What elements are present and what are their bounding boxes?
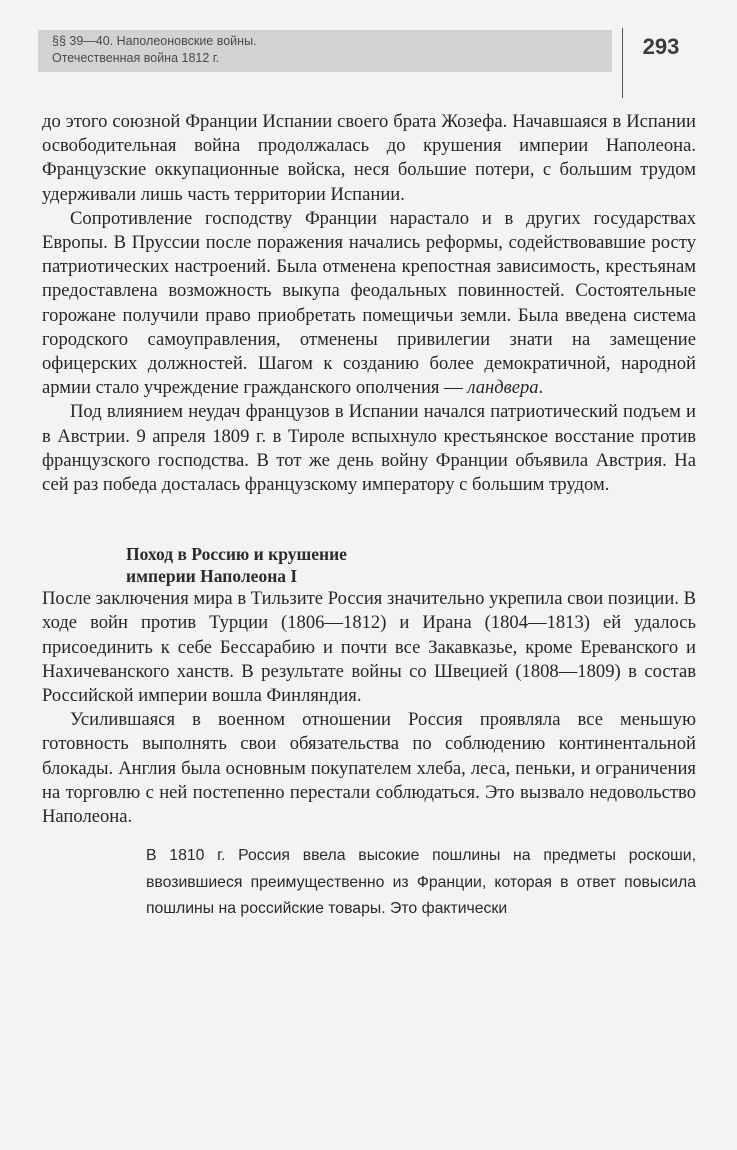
paragraph-2: Сопротивление господству Франции нарастало и в других государствах Европы. В Пруссии после поражения начались реформы, содействовавшие росту патриотических настроений. Была отменена крепостная зависимость, крестьянам предоставлена возможность выкупа феодальных повинностей. Состоятельные горожане получили право приобретать помещичьи земли. Была введена система городского самоуправления, отменены привилегии знати на замещение офицерских должностей. Шагом к созданию более демократичной, народной армии стало учреждение гражданского ополчения — ландвера. [42, 207, 696, 399]
section-heading-line2: империи Наполеона I [126, 566, 298, 587]
paragraph-2-text: Сопротивление господству Франции нарастало и в других государствах Европы. В Пруссии после поражения начались реформы, содействовавшие росту патриотических настроений. Была отменена крепостная зависимость, крестьянам предоставлена возможность выкупа феодальных повинностей. Состоятельные горожане получили право приобретать помещичьи земли. Была введена система городского самоуправления, отменены привилегии знати на замещение офицерских должностей. Шагом к созданию более демократичной, народной армии стало учреждение гражданского ополчения — [42, 207, 696, 399]
section-heading-line1: Поход в Россию и крушение [126, 544, 347, 565]
term-landwehr: ландвера [467, 377, 539, 399]
small-print-note: В 1810 г. Россия ввела высокие пошлины на предметы роскоши, ввозившиеся преимущественно из Франции, которая в ответ повысила пошлины на российские товары. Это фактически [146, 847, 696, 918]
running-head [38, 30, 612, 72]
section-paragraph-1: После заключения мира в Тильзите Россия значительно укрепила свои позиции. В ходе войн против Турции (1806—1812) и Ирана (1804—1813) ей удалось присоединить к себе Бессарабию и почти все Закавказье, кроме Ереванского и Нахичеванского ханств. В результате войны со Швецией (1808—1809) в состав Российской империи вошла Финляндия. [42, 588, 696, 707]
body-text [42, 110, 696, 923]
page-number: 293 [642, 34, 680, 59]
section-paragraph-2: Усилившаяся в военном отношении Россия проявляла все меньшую готовность выполнять свои обязательства по соблюдению континентальной блокады. Англия была основным покупателем хлеба, леса, пеньки, и ограничения на торговлю с ней постепенно перестали соблюдаться. Это вызвало недовольство Наполеона. [42, 709, 696, 828]
section-heading [126, 543, 696, 587]
running-head-line2: Отечественная война 1812 г. [52, 51, 220, 65]
paragraph-1: до этого союзной Франции Испании своего брата Жозефа. Начавшаяся в Испании освободительная война продолжалась до крушения империи Наполеона. Французские оккупационные войска, неся большие потери, с большим трудом удерживали лишь часть территории Испании. [42, 111, 696, 205]
paragraph-3: Под влиянием неудач французов в Испании начался патриотический подъем и в Австрии. 9 апреля 1809 г. в Тироле вспыхнуло крестьянское восстание против французского господства. В тот же день войну Франции объявила Австрия. На сей раз победа досталась французскому императору с большим трудом. [42, 401, 696, 496]
header-divider [622, 28, 623, 98]
running-head-line1: §§ 39—40. Наполеоновские войны. [52, 34, 257, 48]
